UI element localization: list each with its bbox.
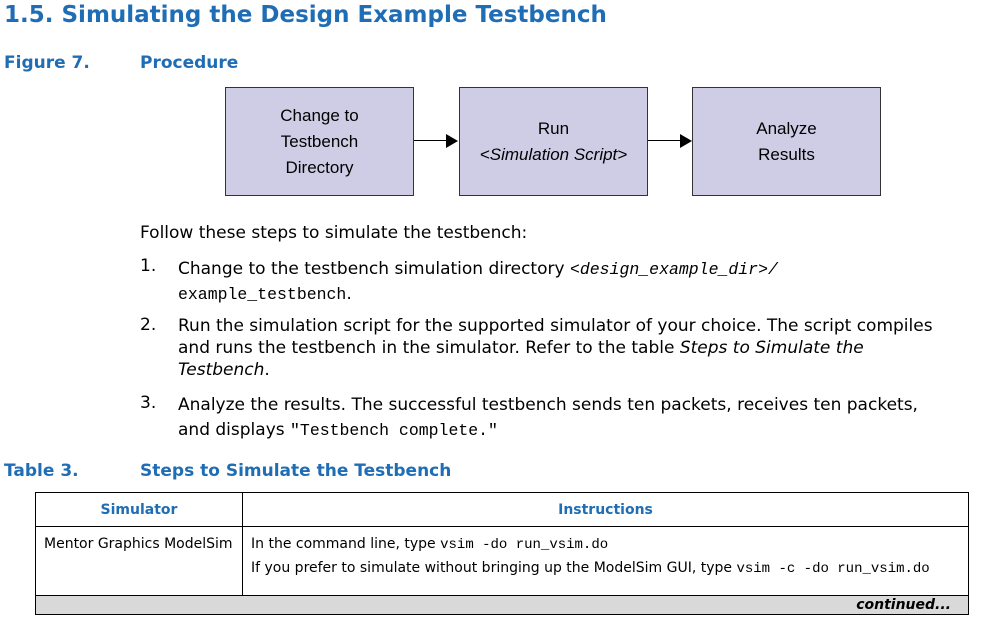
step-text-part: Analyze the results. The successful testbench sends ten packets, receives ten packets, and displays xyxy=(178,395,918,440)
flow-box-run-script xyxy=(459,87,648,196)
flow-box-line: Run xyxy=(537,118,570,138)
flow-box-change-directory xyxy=(225,87,414,196)
simulation-steps-table xyxy=(35,492,969,615)
arrow-right-icon xyxy=(446,134,458,148)
instruction-line xyxy=(251,559,960,578)
intro-text: Follow these steps to simulate the testbench: xyxy=(140,223,528,243)
step-text-part: Change to the testbench simulation directory xyxy=(178,259,570,279)
arrow-right-icon xyxy=(680,134,692,148)
flow-box-line: Testbench xyxy=(280,131,359,151)
step-text xyxy=(178,257,948,307)
table-header-row xyxy=(36,493,969,527)
instruction-text: If you prefer to simulate without bringing up the ModelSim GUI, type xyxy=(251,560,737,576)
flow-box-line: Change to xyxy=(280,105,359,125)
step-code: <design_example_dir>/ xyxy=(569,260,778,279)
instructions-cell xyxy=(243,527,969,596)
continued-label: continued... xyxy=(36,596,969,615)
figure-number: Figure 7. xyxy=(4,53,90,73)
step-text-part: Run the simulation script for the supported simulator of your choice. The script compiles and runs the testbench in the simulator. Refer to the table xyxy=(178,316,933,358)
instruction-command: vsim -c -do run_vsim.do xyxy=(736,561,930,577)
table-row xyxy=(36,527,969,596)
flow-box-analyze-results xyxy=(692,87,881,196)
step-code: "Testbench complete." xyxy=(290,421,498,440)
step-number: 1. xyxy=(140,256,157,276)
step-text-part: . xyxy=(346,284,352,304)
flow-box-line: Results xyxy=(758,144,815,164)
flow-box-line: Directory xyxy=(285,157,354,177)
column-header-instructions: Instructions xyxy=(243,493,969,527)
step-text-part: . xyxy=(264,360,270,380)
flow-arrow-line xyxy=(414,140,446,141)
step-text xyxy=(178,393,948,443)
simulator-cell: Mentor Graphics ModelSim xyxy=(36,527,243,596)
instruction-text: In the command line, type xyxy=(251,536,441,552)
table-title: Steps to Simulate the Testbench xyxy=(140,461,452,481)
continued-row xyxy=(36,596,969,615)
step-number: 3. xyxy=(140,393,157,413)
figure-title: Procedure xyxy=(140,53,239,73)
instruction-line xyxy=(251,535,960,554)
flow-arrow-line xyxy=(648,140,680,141)
step-italic-ref: Steps to Simulate the Testbench xyxy=(178,338,864,380)
step-number: 2. xyxy=(140,315,157,335)
step-text xyxy=(178,315,948,381)
flow-box-line: <Simulation Script> xyxy=(479,144,628,164)
section-title: 1.5. Simulating the Design Example Testbench xyxy=(4,2,607,28)
flow-box-line: Analyze xyxy=(756,118,817,138)
table-number: Table 3. xyxy=(4,461,79,481)
step-code: example_testbench xyxy=(178,285,347,304)
column-header-simulator: Simulator xyxy=(36,493,243,527)
instruction-command: vsim -do run_vsim.do xyxy=(440,537,609,553)
